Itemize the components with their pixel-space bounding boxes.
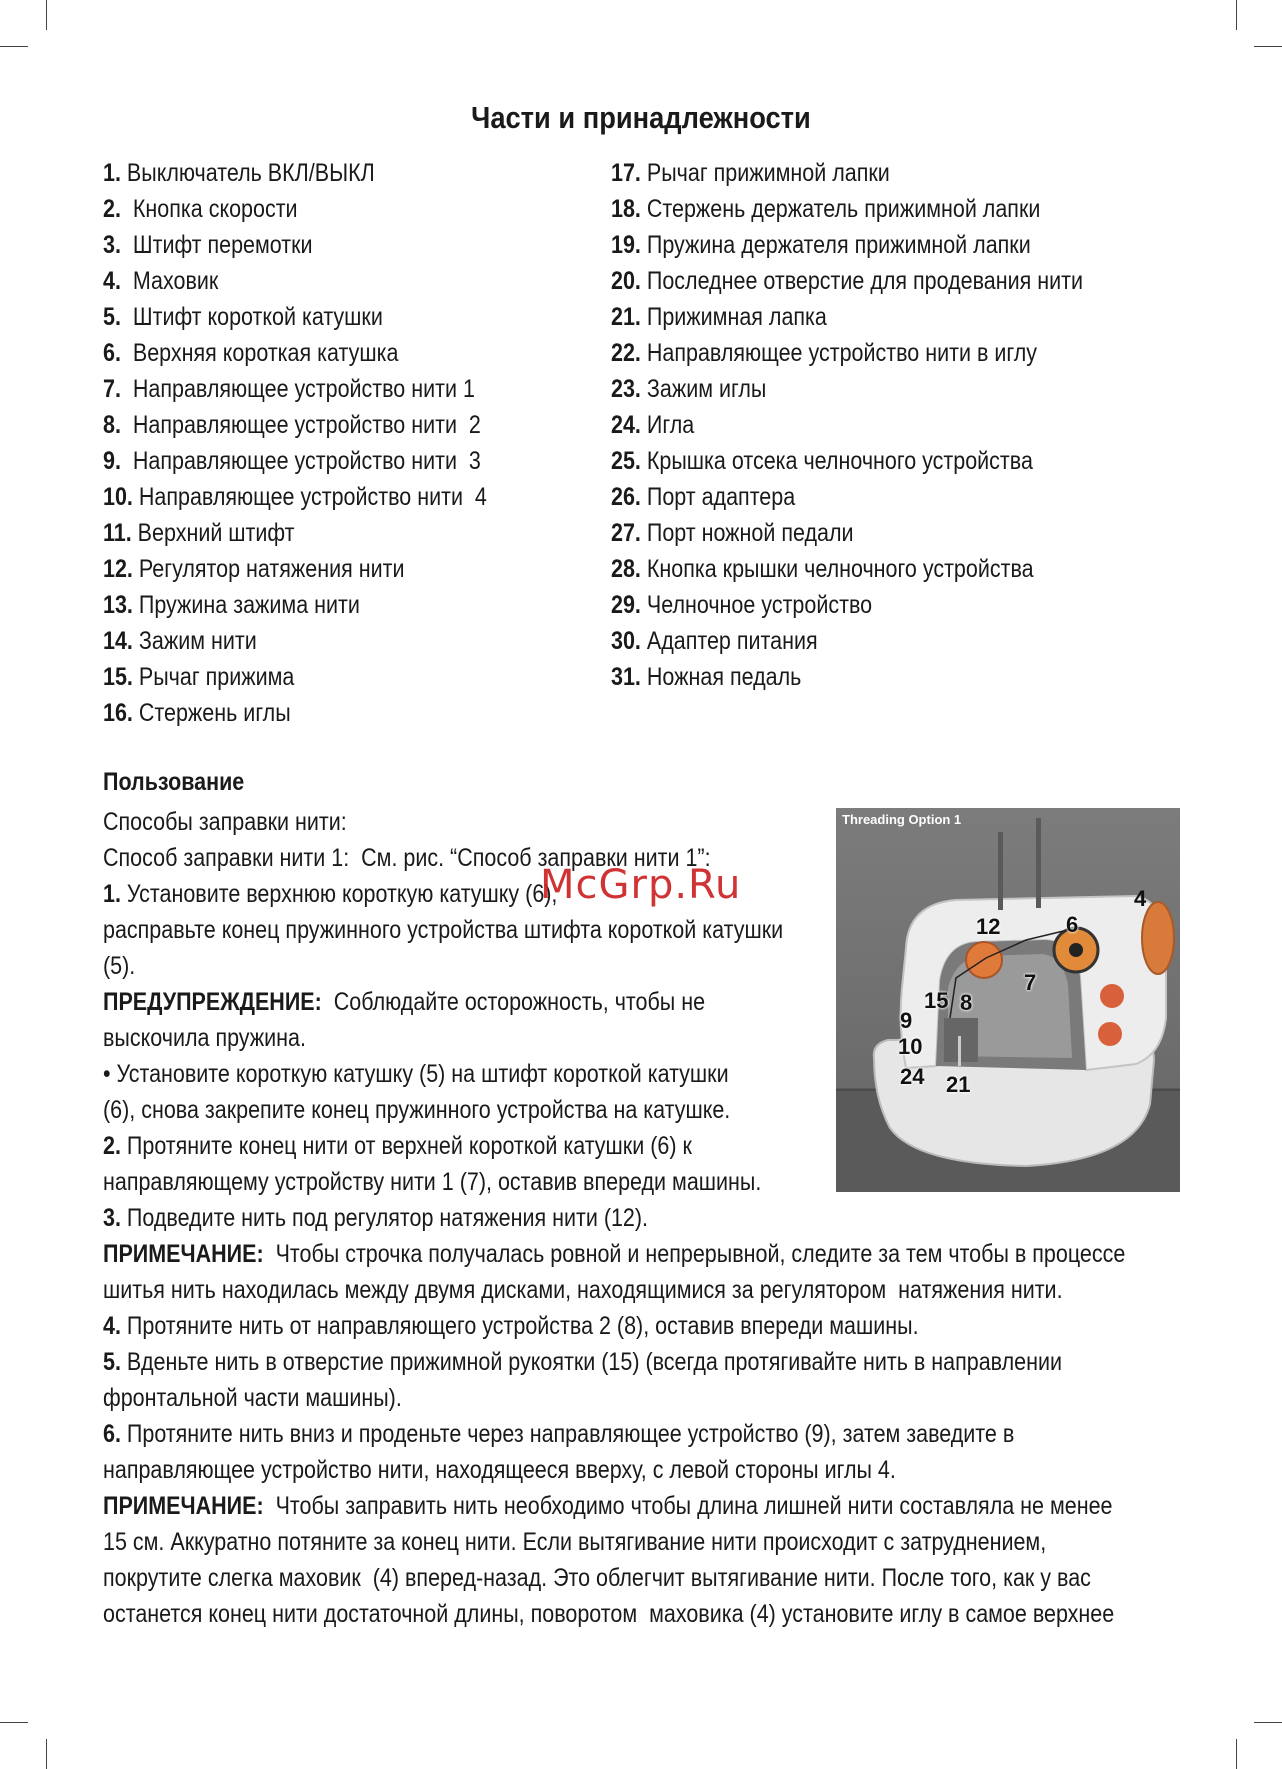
part-item bbox=[611, 227, 1083, 263]
part-label: Направляющее устройство нити 4 bbox=[132, 483, 487, 511]
part-number: 17. bbox=[611, 159, 641, 187]
part-number: 9. bbox=[103, 447, 121, 475]
part-number: 7. bbox=[103, 375, 121, 403]
part-label: Зажим нити bbox=[132, 627, 257, 655]
usage-line bbox=[103, 1308, 919, 1344]
part-item bbox=[103, 695, 487, 731]
callout-6: 6 bbox=[1066, 912, 1079, 937]
part-label: Адаптер питания bbox=[640, 627, 818, 655]
usage-line-text: останется конец нити достаточной длины, поворотом маховика (4) установите иглу в самое верхнее bbox=[103, 1600, 1115, 1628]
usage-line-bold: 2. bbox=[103, 1132, 121, 1160]
usage-line bbox=[103, 1128, 692, 1164]
part-label: Игла bbox=[640, 411, 695, 439]
usage-line-bold: 5. bbox=[103, 1348, 121, 1376]
usage-line-bold: 6. bbox=[103, 1420, 121, 1448]
part-label: Выключатель ВКЛ/ВЫКЛ bbox=[120, 159, 375, 187]
usage-line-bold: ПРИМЕЧАНИЕ: bbox=[103, 1492, 264, 1520]
part-number: 4. bbox=[103, 267, 121, 295]
usage-line-text: покрутите слегка маховик (4) вперед-назад. Это облегчит вытягивание нити. После того, как у вас bbox=[103, 1564, 1091, 1592]
part-number: 18. bbox=[611, 195, 641, 223]
usage-line-bold: 4. bbox=[103, 1312, 121, 1340]
usage-line-text: направляющее устройство нити, находящееся вверху, с левой стороны иглы 4. bbox=[103, 1456, 896, 1484]
part-number: 26. bbox=[611, 483, 641, 511]
part-number: 8. bbox=[103, 411, 121, 439]
usage-line-text: направляющему устройству нити 1 (7), оставив впереди машины. bbox=[103, 1168, 762, 1196]
part-number: 24. bbox=[611, 411, 641, 439]
usage-heading: Пользование bbox=[103, 768, 245, 796]
part-label: Кнопка скорости bbox=[120, 195, 298, 223]
usage-line-text: Протяните нить вниз и проденьте через направляющее устройство (9), затем заведите в bbox=[120, 1420, 1015, 1448]
usage-line bbox=[103, 1344, 1062, 1380]
part-number: 27. bbox=[611, 519, 641, 547]
usage-line bbox=[103, 876, 557, 912]
part-label: Направляющее устройство нити 2 bbox=[120, 411, 481, 439]
usage-line-text: Вденьте нить в отверстие прижимной рукоятки (15) (всегда протягивайте нить в направлении bbox=[120, 1348, 1062, 1376]
part-label: Рычаг прижимной лапки bbox=[640, 159, 890, 187]
part-number: 16. bbox=[103, 699, 133, 727]
usage-line bbox=[103, 984, 705, 1020]
crop-mark bbox=[46, 1739, 47, 1769]
part-number: 20. bbox=[611, 267, 641, 295]
part-item bbox=[611, 335, 1083, 371]
usage-line bbox=[103, 1452, 896, 1488]
part-number: 21. bbox=[611, 303, 641, 331]
part-item bbox=[103, 155, 487, 191]
usage-line bbox=[103, 1272, 1063, 1308]
usage-line bbox=[103, 1092, 730, 1128]
part-number: 29. bbox=[611, 591, 641, 619]
part-item bbox=[103, 623, 487, 659]
part-number: 23. bbox=[611, 375, 641, 403]
part-number: 2. bbox=[103, 195, 121, 223]
parts-list-left bbox=[103, 155, 549, 731]
usage-line bbox=[103, 1560, 1091, 1596]
part-number: 25. bbox=[611, 447, 641, 475]
usage-line bbox=[103, 1056, 729, 1092]
part-item bbox=[611, 263, 1083, 299]
crop-mark bbox=[1254, 1722, 1282, 1723]
usage-line bbox=[103, 912, 783, 948]
usage-line-bold: 1. bbox=[103, 880, 121, 908]
part-number: 12. bbox=[103, 555, 133, 583]
part-label: Порт адаптера bbox=[640, 483, 796, 511]
parts-list-right bbox=[611, 155, 1160, 695]
usage-line bbox=[103, 1200, 648, 1236]
usage-line bbox=[103, 1236, 1125, 1272]
usage-line-text: (5). bbox=[103, 952, 136, 980]
part-item bbox=[103, 659, 487, 695]
usage-line-bold: ПРИМЕЧАНИЕ: bbox=[103, 1240, 264, 1268]
usage-line-text: расправьте конец пружинного устройства штифта короткой катушки bbox=[103, 916, 784, 944]
crop-mark bbox=[1236, 1739, 1237, 1769]
usage-line-bold: ПРЕДУПРЕЖДЕНИЕ: bbox=[103, 988, 322, 1016]
part-item bbox=[103, 263, 487, 299]
callout-21: 21 bbox=[946, 1072, 971, 1097]
part-item bbox=[103, 515, 487, 551]
usage-line-text: выскочила пружина. bbox=[103, 1024, 307, 1052]
part-item bbox=[103, 479, 487, 515]
part-label: Пружина держателя прижимной лапки bbox=[640, 231, 1031, 259]
part-number: 3. bbox=[103, 231, 121, 259]
part-item bbox=[611, 191, 1083, 227]
part-number: 5. bbox=[103, 303, 121, 331]
part-item bbox=[611, 551, 1083, 587]
callout-15: 15 bbox=[924, 988, 949, 1013]
usage-line bbox=[103, 1020, 306, 1056]
part-label: Пружина зажима нити bbox=[132, 591, 360, 619]
part-label: Челночное устройство bbox=[640, 591, 873, 619]
callout-4: 4 bbox=[1134, 886, 1147, 911]
part-item bbox=[611, 659, 1083, 695]
part-item bbox=[611, 443, 1083, 479]
usage-line-text: Подведите нить под регулятор натяжения нити (12). bbox=[120, 1204, 649, 1232]
photo-title: Threading Option 1 bbox=[842, 812, 962, 827]
part-number: 1. bbox=[103, 159, 121, 187]
usage-line bbox=[103, 1488, 1113, 1524]
part-label: Регулятор натяжения нити bbox=[132, 555, 405, 583]
crop-mark bbox=[1236, 0, 1237, 30]
part-item bbox=[611, 587, 1083, 623]
part-number: 15. bbox=[103, 663, 133, 691]
usage-line-text: Установите верхнюю короткую катушку (6), bbox=[120, 880, 558, 908]
crop-mark bbox=[0, 1722, 28, 1723]
part-number: 11. bbox=[103, 519, 132, 547]
part-number: 10. bbox=[103, 483, 133, 511]
part-item bbox=[611, 479, 1083, 515]
part-label: Прижимная лапка bbox=[640, 303, 827, 331]
part-label: Маховик bbox=[120, 267, 219, 295]
part-item bbox=[611, 407, 1083, 443]
callout-9: 9 bbox=[900, 1008, 913, 1033]
usage-line-text: Чтобы заправить нить необходимо чтобы длина лишней нити составляла не менее bbox=[263, 1492, 1113, 1520]
usage-line-text: Способы заправки нити: bbox=[103, 808, 347, 836]
watermark: McGrp.Ru bbox=[540, 862, 742, 908]
part-label: Штифт перемотки bbox=[120, 231, 313, 259]
usage-line-text: шитья нить находилась между двумя дисками, находящимися за регулятором натяжения нити. bbox=[103, 1276, 1063, 1304]
part-item bbox=[103, 371, 487, 407]
part-label: Верхняя короткая катушка bbox=[120, 339, 399, 367]
sewing-machine-illustration bbox=[836, 808, 1180, 1192]
crop-mark bbox=[0, 46, 28, 47]
part-number: 19. bbox=[611, 231, 641, 259]
part-label: Верхний штифт bbox=[131, 519, 295, 547]
part-label: Направляющее устройство нити 1 bbox=[120, 375, 475, 403]
part-item bbox=[103, 335, 487, 371]
usage-line-text: Протяните нить от направляющего устройства 2 (8), оставив впереди машины. bbox=[120, 1312, 919, 1340]
part-label: Ножная педаль bbox=[640, 663, 802, 691]
usage-line bbox=[103, 948, 135, 984]
part-item bbox=[611, 371, 1083, 407]
part-number: 28. bbox=[611, 555, 641, 583]
part-number: 31. bbox=[611, 663, 641, 691]
usage-line-text: фронтальной части машины). bbox=[103, 1384, 402, 1412]
part-number: 30. bbox=[611, 627, 641, 655]
part-number: 22. bbox=[611, 339, 641, 367]
part-item bbox=[611, 155, 1083, 191]
usage-line bbox=[103, 1164, 761, 1200]
usage-line bbox=[103, 1596, 1114, 1632]
part-item bbox=[103, 191, 487, 227]
part-number: 6. bbox=[103, 339, 121, 367]
usage-line-text: (6), снова закрепите конец пружинного устройства на катушке. bbox=[103, 1096, 731, 1124]
usage-line bbox=[103, 804, 347, 840]
part-label: Рычаг прижима bbox=[132, 663, 295, 691]
part-item bbox=[103, 227, 487, 263]
usage-line-text: Чтобы строчка получалась ровной и непрерывной, следите за тем чтобы в процессе bbox=[263, 1240, 1126, 1268]
usage-line-text: Способ заправки нити 1: См. рис. “Способ заправки нити 1”: bbox=[103, 844, 711, 872]
part-label: Стержень иглы bbox=[132, 699, 291, 727]
part-item bbox=[103, 443, 487, 479]
part-label: Штифт короткой катушки bbox=[120, 303, 383, 331]
part-item bbox=[611, 515, 1083, 551]
crop-mark bbox=[1254, 46, 1282, 47]
part-item bbox=[611, 623, 1083, 659]
callout-10: 10 bbox=[898, 1034, 923, 1059]
part-item bbox=[103, 587, 487, 623]
part-item bbox=[103, 299, 487, 335]
part-label: Стержень держатель прижимной лапки bbox=[640, 195, 1041, 223]
part-item bbox=[103, 551, 487, 587]
page-title: Части и принадлежности bbox=[471, 100, 811, 135]
crop-mark bbox=[46, 0, 47, 30]
usage-line bbox=[103, 1380, 402, 1416]
part-label: Порт ножной педали bbox=[640, 519, 854, 547]
part-number: 14. bbox=[103, 627, 133, 655]
part-number: 13. bbox=[103, 591, 133, 619]
callout-12: 12 bbox=[976, 914, 1001, 939]
part-label: Крышка отсека челночного устройства bbox=[640, 447, 1033, 475]
callout-24: 24 bbox=[900, 1064, 925, 1089]
usage-line-text: Протяните конец нити от верхней короткой катушки (6) к bbox=[120, 1132, 692, 1160]
part-label: Направляющее устройство нити 3 bbox=[120, 447, 481, 475]
usage-line-text: • Установите короткую катушку (5) на штифт короткой катушки bbox=[103, 1060, 729, 1088]
callout-7: 7 bbox=[1024, 970, 1037, 995]
part-item bbox=[611, 299, 1083, 335]
usage-line bbox=[103, 1416, 1014, 1452]
part-label: Зажим иглы bbox=[640, 375, 767, 403]
threading-option-photo bbox=[836, 808, 1180, 1192]
callout-8: 8 bbox=[960, 990, 973, 1015]
usage-line bbox=[103, 1524, 1046, 1560]
usage-line-text: 15 см. Аккуратно потяните за конец нити. Если вытягивание нити происходит с затруднением, bbox=[103, 1528, 1047, 1556]
part-label: Последнее отверстие для продевания нити bbox=[640, 267, 1084, 295]
usage-line-bold: 3. bbox=[103, 1204, 121, 1232]
usage-line-text: Соблюдайте осторожность, чтобы не bbox=[321, 988, 706, 1016]
part-item bbox=[103, 407, 487, 443]
part-label: Кнопка крышки челночного устройства bbox=[640, 555, 1034, 583]
part-label: Направляющее устройство нити в иглу bbox=[640, 339, 1038, 367]
